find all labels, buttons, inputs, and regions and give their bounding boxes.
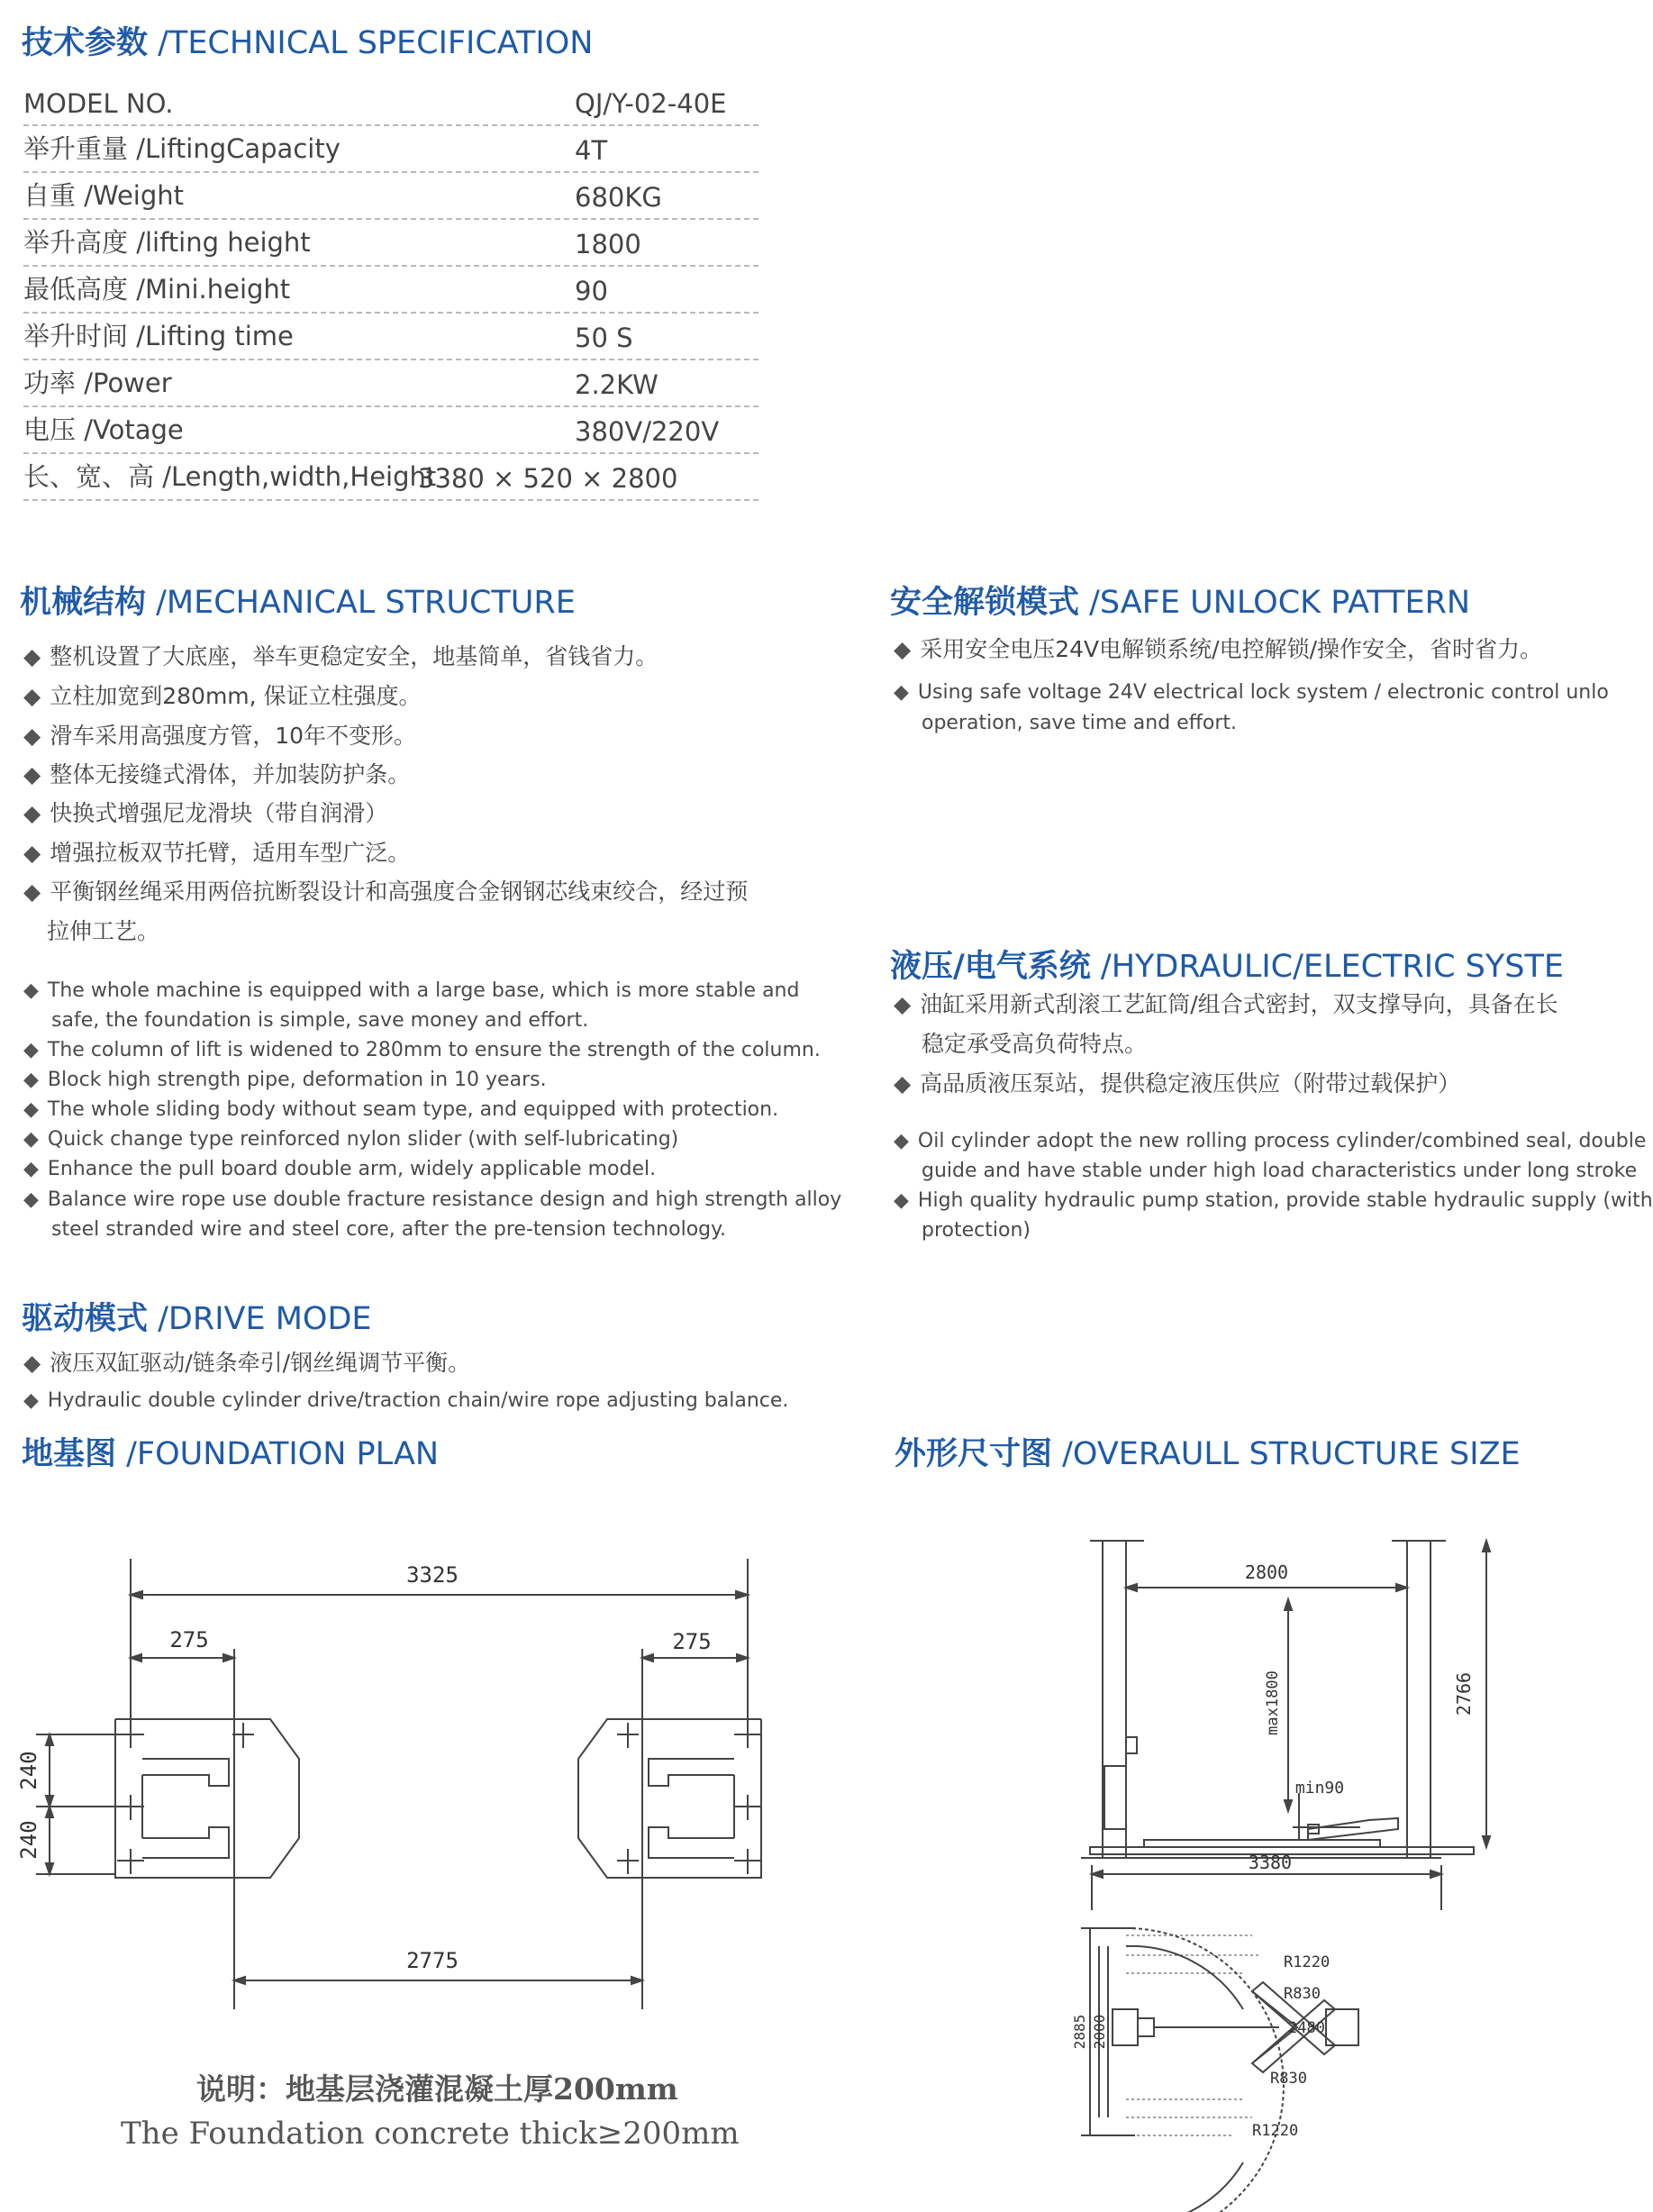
foundation-plan-drawing [0, 1523, 784, 2036]
dim-h2: 2000 [1091, 2014, 1108, 2050]
spec-key: 举升高度 /lifting height [23, 227, 311, 258]
safe-heading-en: /SAFE UNLOCK PATTERN [1079, 585, 1471, 621]
list-text: 采用安全电压24V电解锁系统/电控解锁/操作安全，省时省力。 [920, 636, 1542, 662]
list-text: 增强拉板双节托臂，适用车型广泛。 [50, 840, 411, 866]
bullet-diamond-icon: ◆ [894, 1189, 909, 1212]
list-text: Block high strength pipe, deformation in 10 years. [47, 1069, 547, 1091]
list-text: 油缸采用新式刮滚工艺缸筒/组合式密封，双支撑导向，具备在长 [920, 991, 1558, 1017]
list-text: 高品质液压泵站，提供稳定液压供应（附带过载保护） [920, 1070, 1461, 1097]
list-item [23, 761, 410, 788]
bullet-diamond-icon: ◆ [23, 1098, 39, 1121]
list-item [23, 1038, 821, 1062]
safe-heading [890, 578, 1470, 623]
list-text: Quick change type reinforced nylon slider (with self-lubricating) [47, 1128, 679, 1151]
spec-row-lifting-height [23, 218, 758, 267]
foundation-note-cn: 说明：地基层浇灌混凝土厚200mm [196, 2071, 678, 2107]
bullet-diamond-icon: ◆ [894, 1070, 912, 1097]
spec-row-voltage [23, 405, 758, 454]
spec-key: 最低高度 /Mini.height [23, 274, 291, 305]
list-item [894, 1129, 1646, 1153]
spec-row-mini-height [23, 265, 758, 314]
list-item [23, 878, 748, 906]
list-item [23, 1097, 778, 1122]
spec-row-capacity [23, 124, 758, 173]
list-item [894, 636, 1542, 663]
hyd-heading [890, 942, 1564, 987]
list-text: Balance wire rope use double fracture resistance design and high strength alloy [47, 1188, 842, 1211]
drive-heading [22, 1294, 372, 1339]
list-item [23, 1188, 841, 1212]
drive-heading-cn: 驱动模式 [22, 1301, 149, 1337]
spec-key: 举升时间 /Lifting time [23, 321, 294, 351]
overall-heading [895, 1429, 1521, 1474]
spec-row-weight [23, 171, 758, 220]
foundation-heading [22, 1429, 439, 1474]
bullet-diamond-icon: ◆ [23, 1188, 39, 1211]
bullet-diamond-icon: ◆ [23, 1158, 39, 1180]
dim-height: 2766 [1453, 1671, 1475, 1716]
list-text: Using safe voltage 24V electrical lock system / electronic control unlo [917, 681, 1609, 704]
bullet-diamond-icon: ◆ [894, 1130, 909, 1152]
spec-value: QJ/Y-02-40E [575, 88, 727, 119]
bullet-diamond-icon: ◆ [23, 840, 41, 866]
list-text: 立柱加宽到280mm, 保证立柱强度。 [50, 683, 422, 709]
dim-inner: 2775 [406, 1948, 459, 1973]
spec-value: 380V/220V [575, 416, 720, 447]
mech-heading-cn: 机械结构 [20, 585, 147, 621]
spec-value: 1800 [575, 229, 641, 259]
spec-heading [22, 18, 593, 63]
list-item-continued: 拉伸工艺。 [47, 918, 160, 944]
bullet-diamond-icon: ◆ [894, 991, 912, 1017]
bullet-diamond-icon: ◆ [23, 1128, 39, 1151]
spec-key: 功率 /Power [23, 368, 172, 398]
list-item-continued: operation, save time and effort. [922, 712, 1238, 734]
mech-heading [20, 578, 576, 623]
dim-h1: 2885 [1071, 2014, 1088, 2050]
spec-value: 2.2KW [575, 369, 658, 400]
list-text: 液压双缸驱动/链条牵引/钢丝绳调节平衡。 [50, 1350, 471, 1376]
list-text: The whole machine is equipped with a large base, which is more stable and [47, 979, 800, 1002]
spec-value: 3380 × 520 × 2800 [418, 463, 678, 494]
list-item [23, 800, 387, 827]
spec-value: 50 S [575, 323, 633, 353]
bullet-diamond-icon: ◆ [23, 1069, 39, 1091]
spec-heading-en: /TECHNICAL SPECIFICATION [148, 25, 594, 61]
spec-value: 90 [575, 276, 608, 306]
bullet-diamond-icon: ◆ [894, 636, 912, 662]
bullet-diamond-icon: ◆ [894, 681, 909, 704]
list-item [23, 1157, 656, 1181]
list-item [23, 723, 416, 750]
list-item [23, 840, 410, 867]
dim-min: min90 [1294, 1779, 1345, 1798]
list-text: The whole sliding body without seam type, and equipped with protection. [47, 1098, 779, 1121]
list-text: Oil cylinder adopt the new rolling process cylinder/combined seal, double [917, 1130, 1647, 1152]
list-item-continued: protection) [922, 1219, 1031, 1242]
overall-size-drawing [1063, 1523, 1568, 2171]
list-text: The column of lift is widened to 280mm to ensure the strength of the column. [47, 1039, 821, 1061]
spec-key: 举升重量 /LiftingCapacity [23, 133, 341, 164]
list-item [23, 1127, 678, 1152]
list-item [23, 1388, 788, 1413]
dim-v1: 240 [16, 1751, 41, 1790]
list-text: High quality hydraulic pump station, provide stable hydraulic supply (with [917, 1189, 1653, 1212]
foundation-heading-en: /FOUNDATION PLAN [116, 1436, 440, 1472]
bullet-diamond-icon: ◆ [23, 643, 41, 669]
bullet-diamond-icon: ◆ [23, 878, 41, 905]
list-item [23, 1350, 470, 1377]
spec-key: 长、宽、高 /Length,width,Height [23, 461, 437, 492]
list-text: Enhance the pull board double arm, widely applicable model. [47, 1158, 657, 1180]
foundation-heading-cn: 地基图 [22, 1436, 117, 1472]
dim-lift: max1800 [1264, 1670, 1282, 1735]
overall-heading-en: /OVERAULL STRUCTURE SIZE [1052, 1436, 1521, 1472]
spec-key: 自重 /Weight [23, 180, 185, 211]
dim-d: 2480 [1288, 2019, 1325, 2037]
list-text: 滑车采用高强度方管，10年不变形。 [50, 723, 417, 749]
list-text: 快换式增强尼龙滑块（带自润滑） [50, 800, 388, 826]
list-item-continued: steel stranded wire and steel core, after the pre-tension technology. [51, 1218, 726, 1241]
spec-row-model [23, 77, 758, 126]
dim-v2: 240 [16, 1820, 41, 1860]
spec-value: 4T [575, 135, 608, 166]
dim-base: 3380 [1248, 1852, 1293, 1873]
dim-left-offset: 275 [169, 1627, 209, 1652]
spec-key: 电压 /Votage [23, 414, 184, 445]
list-item [894, 680, 1609, 705]
list-item-continued: 稳定承受高负荷特点。 [922, 1031, 1148, 1057]
dim-width: 2800 [1244, 1561, 1289, 1583]
bullet-diamond-icon: ◆ [23, 800, 41, 826]
bullet-diamond-icon: ◆ [23, 1039, 39, 1061]
spec-key: MODEL NO. [23, 88, 174, 119]
spec-row-lifting-time [23, 312, 758, 360]
bullet-diamond-icon: ◆ [23, 683, 41, 709]
dim-r1: R1220 [1284, 1953, 1331, 1971]
bullet-diamond-icon: ◆ [23, 723, 41, 749]
list-item [894, 1188, 1653, 1213]
dim-r4: R1220 [1252, 2122, 1299, 2140]
dim-r3: R830 [1270, 2070, 1307, 2088]
list-text: 平衡钢丝绳采用两倍抗断裂设计和高强度合金钢钢芯线束绞合，经过预 [50, 878, 749, 905]
spec-row-power [23, 359, 758, 407]
spec-heading-cn: 技术参数 [22, 25, 149, 61]
list-item [23, 979, 799, 1003]
bullet-diamond-icon: ◆ [23, 761, 41, 787]
bullet-diamond-icon: ◆ [23, 979, 39, 1002]
list-item [23, 683, 422, 710]
spec-value: 680KG [575, 182, 662, 213]
hyd-heading-en: /HYDRAULIC/ELECTRIC SYSTE [1090, 949, 1564, 985]
dim-right-offset: 275 [672, 1629, 712, 1654]
bullet-diamond-icon: ◆ [23, 1389, 39, 1412]
foundation-note-en: The Foundation concrete thick≥200mm [121, 2116, 740, 2152]
list-item [894, 991, 1558, 1018]
list-text: 整机设置了大底座，举车更稳定安全，地基简单，省钱省力。 [50, 643, 658, 669]
bullet-diamond-icon: ◆ [23, 1350, 41, 1376]
overall-heading-cn: 外形尺寸图 [895, 1436, 1053, 1472]
list-item [23, 643, 658, 670]
mech-heading-en: /MECHANICAL STRUCTURE [146, 585, 576, 621]
list-text: Hydraulic double cylinder drive/traction chain/wire rope adjusting balance. [47, 1389, 789, 1412]
list-item-continued: safe, the foundation is simple, save money and effort. [51, 1009, 589, 1032]
drive-heading-en: /DRIVE MODE [148, 1301, 372, 1337]
hyd-heading-cn: 液压/电气系统 [890, 949, 1091, 985]
list-text: 整体无接缝式滑体，并加装防护条。 [50, 761, 411, 787]
list-item [23, 1068, 547, 1092]
list-item [894, 1070, 1460, 1097]
spec-row-dimensions [23, 452, 758, 501]
list-item-continued: guide and have stable under high load characteristics under long stroke [922, 1160, 1638, 1182]
dim-r2: R830 [1284, 1985, 1321, 2003]
dim-total: 3325 [406, 1562, 459, 1588]
safe-heading-cn: 安全解锁模式 [890, 585, 1080, 621]
